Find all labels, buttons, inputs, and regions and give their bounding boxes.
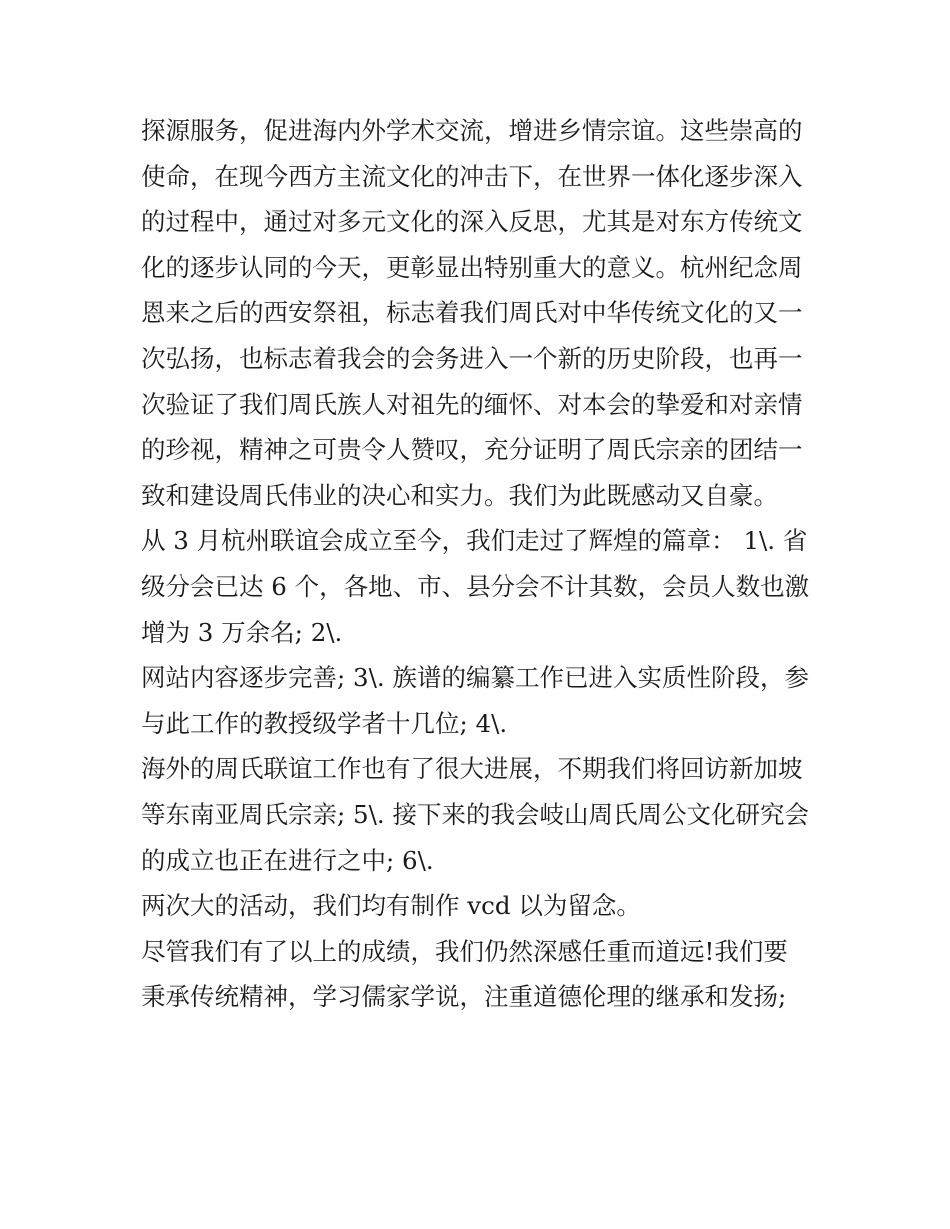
text-line: 恩来之后的西安祭祖，标志着我们周氏对中华传统文化的又一 [141, 298, 803, 328]
text-line: 两次大的活动，我们均有制作 vcd 以为留念。 [141, 891, 641, 921]
text-line: 网站内容逐步完善; 3\. 族谱的编纂工作已进入实质性阶段，参 [141, 663, 809, 693]
text-line: 次验证了我们周氏族人对祖先的缅怀、对本会的挚爱和对亲情 [141, 389, 803, 419]
text-line: 使命，在现今西方主流文化的冲击下，在世界一体化逐步深入 [141, 161, 803, 191]
text-line: 的珍视，精神之可贵令人赞叹，充分证明了周氏宗亲的团结一 [141, 435, 803, 465]
text-line: 化的逐步认同的今天，更彰显出特别重大的意义。杭州纪念周 [141, 252, 803, 282]
text-line: 的过程中，通过对多元文化的深入反思，尤其是对东方传统文 [141, 207, 803, 237]
text-line: 尽管我们有了以上的成绩，我们仍然深感任重而道远!我们要 [141, 936, 788, 966]
text-line: 探源服务，促进海内外学术交流，增进乡情宗谊。这些崇高的 [141, 116, 803, 145]
text-line: 次弘扬，也标志着我会的会务进入一个新的历史阶段，也再一 [141, 343, 803, 373]
text-line: 级分会已达 6 个，各地、市、县分会不计其数，会员人数也激 [141, 571, 810, 601]
text-line: 秉承传统精神，学习儒家学说，注重道德伦理的继承和发扬; [141, 982, 787, 1012]
body-text [141, 108, 831, 1020]
text-line: 致和建设周氏伟业的决心和实力。我们为此既感动又自豪。 [141, 480, 778, 510]
text-line: 从 3 月杭州联谊会成立至今，我们走过了辉煌的篇章： 1\. 省 [141, 526, 808, 556]
text-line: 与此工作的教授级学者十几位; 4\. [141, 708, 508, 738]
text-line: 海外的周氏联谊工作也有了很大进展，不期我们将回访新加坡 [141, 754, 803, 784]
text-line: 增为 3 万余名; 2\. [141, 617, 343, 647]
text-line: 等东南亚周氏宗亲; 5\. 接下来的我会岐山周氏周公文化研究会 [141, 799, 809, 829]
text-line: 的成立也正在进行之中; 6\. [141, 845, 434, 875]
